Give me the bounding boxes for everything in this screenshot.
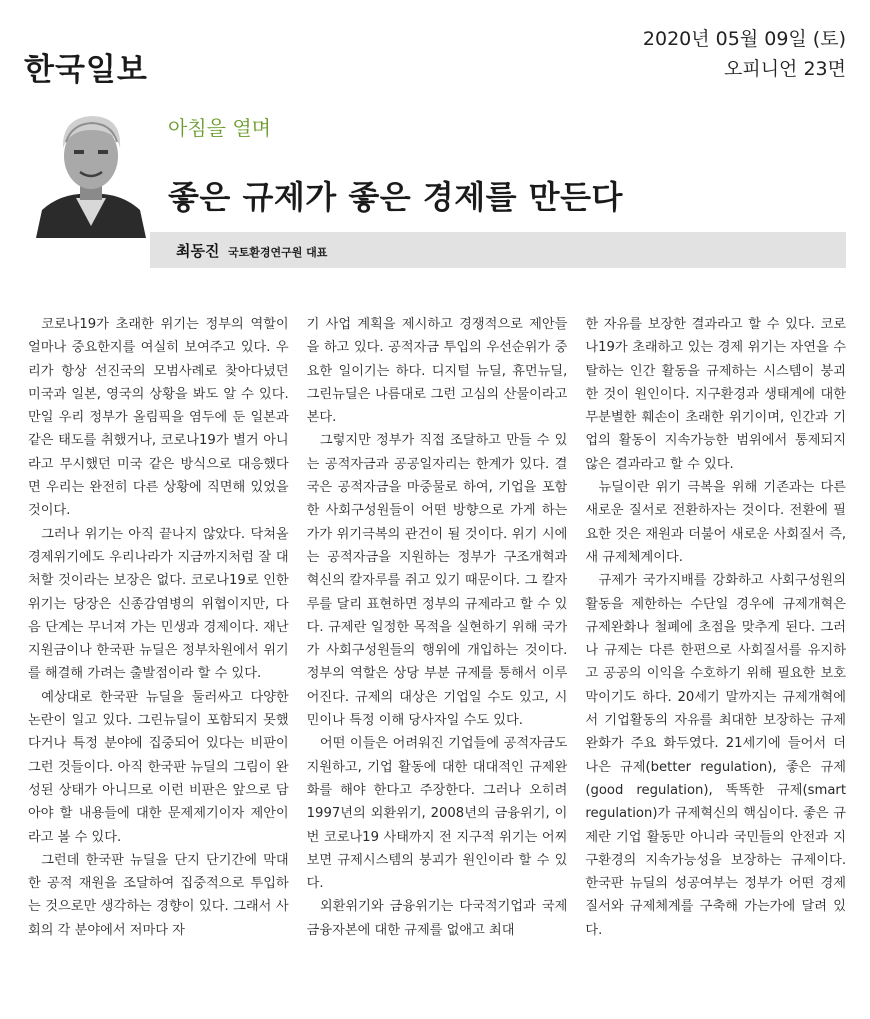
- dateline: [643, 24, 846, 84]
- paragraph: 그런데 한국판 뉴딜을 단지 단기간에 막대한 공적 재원을 조달하여 집중적으로 투입하는 것으로만 생각하는 경향이 있다. 그래서 사회의 각 분야에서 저마다 자: [28, 852, 289, 938]
- author-affiliation: 국토환경연구원 대표: [227, 246, 328, 259]
- section-page: 오피니언 23면: [724, 58, 846, 80]
- paragraph: 뉴딜이란 위기 극복을 위해 기존과는 다른 새로운 질서로 전환하자는 것이다. 전환에 필요한 것은 재원과 더불어 새로운 사회질서 즉, 새 규제체계이다.: [585, 480, 847, 565]
- text-column-1: [28, 313, 289, 1003]
- masthead-logo: 한국일보: [24, 52, 148, 88]
- text-column-2: [307, 313, 568, 1003]
- paragraph: 외환위기와 금융위기는 다국적기업과 국제 금융자본에 대한 규제를 없애고 최대: [306, 899, 568, 938]
- paragraph: 규제가 국가지배를 강화하고 사회구성원의 활동을 제한하는 수단일 경우에 규제개혁은 규제완화나 철폐에 초점을 맞추게 된다. 그러나 규제는 다른 한편으로 사회질서를 유지하고 공공의 이익을 수호하기 위해 필요한 보호막이기도 하다. 20세기 말까지는 규제개혁에서 기업활동의 자유를 최대한 보장하는 규제완화가 주요 화두였다. 21세기에 들어서 더 나은 규제(better regulation), 좋은 규제(good regulation), 똑똑한 규제(smart regulation)가 규제혁신의 핵심이다. 좋은 규제란 기업 활동만 아니라 국민들의 안전과 지구환경의 지속가능성을 보장하는 규제이다. 한국판 뉴딜의 성공여부는 정부가 어떤 경제 질서와 규제체계를 구축해 가는가에 달려 있다.: [585, 573, 847, 938]
- article-headline: 좋은 규제가 좋은 경제를 만든다: [168, 178, 623, 216]
- paragraph: 예상대로 한국판 뉴딜을 둘러싸고 다양한 논란이 일고 있다. 그린뉴딜이 포함되지 못했다거나 특정 분야에 집중되어 있다는 비판이 그런 것들이다. 아직 한국판 뉴딜의 그림이 완성된 상태가 아니므로 이런 비판은 앞으로 담아야 할 내용들에 대한 문제제기이자 제안이라고 볼 수 있다.: [28, 689, 289, 845]
- column-series-label: 아침을 열며: [168, 116, 271, 140]
- paragraph: 그렇지만 정부가 직접 조달하고 만들 수 있는 공적자금과 공공일자리는 한계가 있다. 결국은 공적자금을 마중물로 하여, 기업을 포함한 사회구성원들이 어떤 방향으로 가게 하는가가 위기극복의 관건이 될 것이다. 위기 시에는 공적자금을 지원하는 정부가 구조개혁과 혁신의 칼자루를 쥐고 있기 때문이다. 그 칼자루를 달리 표현하면 정부의 규제라고 할 수 있다. 규제란 일정한 목적을 실현하기 위해 국가가 사회구성원들의 행위에 개입하는 것이다. 정부의 역할은 상당 부분 규제를 통해서 이루어진다. 규제의 대상은 기업일 수도 있고, 시민이나 특정 이해 당사자일 수도 있다.: [306, 433, 568, 729]
- author-name: 최동진: [176, 242, 220, 260]
- paragraph: 한 자유를 보장한 결과라고 할 수 있다. 코로나19가 초래하고 있는 경제 위기는 자연을 수탈하는 인간 활동을 규제하는 시스템이 붕괴한 것이 원인이다. 지구환경과 생태계에 대한 무분별한 훼손이 초래한 위기이며, 인간과 기업의 활동이 지속가능한 범위에서 통제되지 않은 결과라고 할 수 있다.: [585, 317, 847, 472]
- article-body: [28, 313, 846, 1003]
- paragraph: 그러나 위기는 아직 끝나지 않았다. 닥쳐올 경제위기에도 우리나라가 지금까지처럼 잘 대처할 것이라는 보장은 없다. 코로나19로 인한 위기는 당장은 신종감염병의 위협이지만, 다음 단계는 무너져 가는 민생과 경제이다. 재난지원금이나 한국판 뉴딜은 정부차원에서 위기를 해결해 가려는 출발점이라 할 수 있다.: [28, 526, 289, 682]
- byline: [176, 240, 327, 261]
- paragraph: 코로나19가 초래한 위기는 정부의 역할이 얼마나 중요한지를 여실히 보여주고 있다. 우리가 항상 선진국의 모범사례로 찾아다녔던 미국과 일본, 영국의 상황을 봐도 알 수 있다. 만일 우리 정부가 올림픽을 염두에 둔 일본과 같은 태도를 취했거나, 코로나19가 별거 아니라고 무시했던 미국 같은 방식으로 대응했다면 우리는 완전히 다른 상황에 직면해 있었을 것이다.: [28, 317, 289, 519]
- author-photo: [32, 98, 150, 238]
- paragraph: 기 사업 계획을 제시하고 경쟁적으로 제안들을 하고 있다. 공적자금 투입의 우선순위가 중요한 일이기는 하다. 디지털 뉴딜, 휴먼뉴딜, 그린뉴딜은 나름대로 그런 고심의 산물이라고 본다.: [306, 317, 568, 426]
- publication-date: 2020년 05월 09일 (토): [642, 28, 846, 50]
- paragraph: 어떤 이들은 어려워진 기업들에 공적자금도 지원하고, 기업 활동에 대한 대대적인 규제완화를 해야 한다고 주장한다. 그러나 오히려 1997년의 외환위기, 2008년의 금융위기, 이번 코로나19 사태까지 전 지구적 위기는 어찌 보면 규제시스템의 붕괴가 원인이라 할 수 있다.: [306, 736, 568, 892]
- text-column-3: [585, 313, 846, 1003]
